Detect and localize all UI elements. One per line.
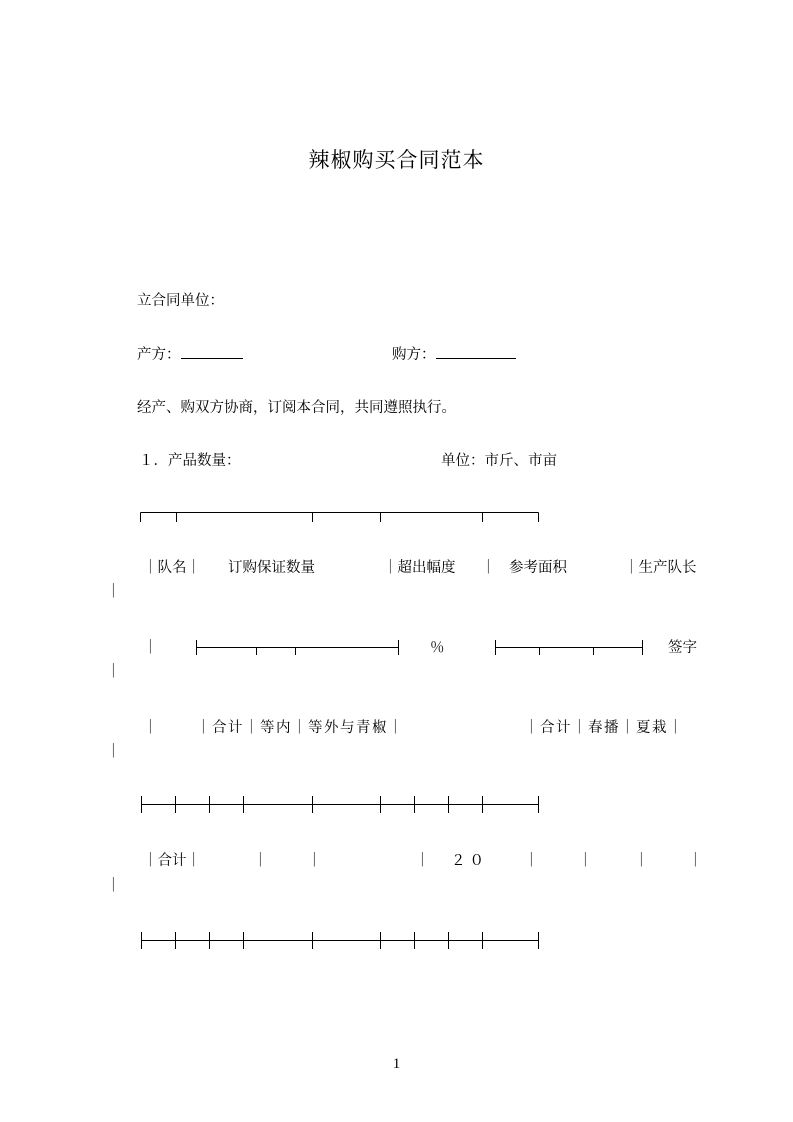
total-bar-4: ｜ [524, 853, 539, 869]
row2-wrap-bar: ｜ [106, 664, 121, 680]
table-row-separator-1 [140, 795, 540, 815]
header-area: 参考面积 [509, 560, 567, 576]
row2-bar-left: ｜ [143, 640, 158, 656]
header-team-name: ｜队名｜ [143, 560, 201, 576]
seller-blank [181, 345, 243, 359]
total-bar-7: ｜ [688, 853, 703, 869]
total-bar-2: ｜ [307, 853, 322, 869]
row3-sub-right: ｜合计｜春播｜夏栽｜ [524, 720, 684, 736]
total-value: ２０ [451, 853, 488, 869]
page-number: 1 [392, 1056, 401, 1072]
row2-sign: 签字 [668, 640, 697, 656]
header-wrap-bar: ｜ [106, 584, 121, 600]
total-wrap-bar: ｜ [106, 878, 121, 894]
row3-wrap-bar: ｜ [106, 744, 121, 760]
unit-label: 单位：市斤、市亩 [441, 453, 557, 469]
buyer-blank [436, 345, 516, 359]
buyer-line [392, 345, 516, 364]
total-bar-6: ｜ [634, 853, 649, 869]
table-row-separator-2 [140, 931, 540, 951]
seller-label: 产方： [137, 347, 181, 363]
row2-right-divider [494, 638, 646, 658]
buyer-label: 购方： [392, 347, 436, 363]
total-label: ｜合计｜ [143, 853, 201, 869]
row3-sub-left: ｜合计｜等内｜等外与青椒｜ [196, 720, 404, 736]
section1-label: １．产品数量： [139, 453, 241, 469]
total-bar-1: ｜ [253, 853, 268, 869]
total-bar-5: ｜ [578, 853, 593, 869]
total-bar-3: ｜ [415, 853, 430, 869]
header-leader: ｜生产队长 [624, 560, 697, 576]
table-top-border [140, 510, 540, 524]
row3-bar-left: ｜ [143, 720, 158, 736]
document-title: 辣椒购买合同范本 [308, 148, 485, 172]
row2-percent: ％ [430, 640, 445, 656]
header-order-qty: 订购保证数量 [228, 560, 315, 576]
seller-line [137, 345, 243, 364]
header-sep: ｜ [481, 560, 496, 576]
row2-left-divider [195, 638, 401, 658]
parties-heading: 立合同单位： [137, 293, 224, 309]
agreement-text: 经产、购双方协商，订阅本合同，共同遵照执行。 [137, 400, 456, 416]
header-excess: ｜超出幅度 [383, 560, 456, 576]
